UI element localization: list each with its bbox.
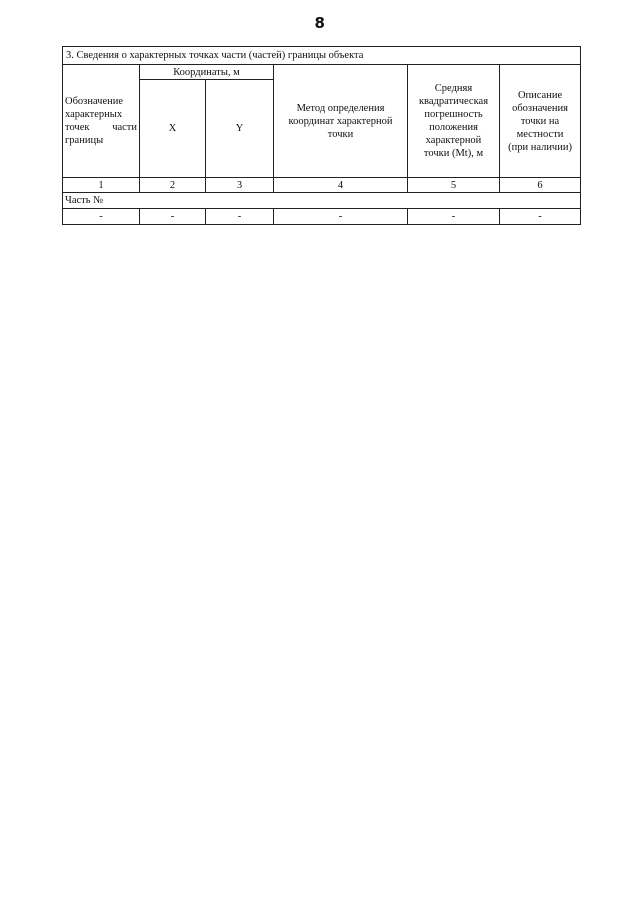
header-method: Метод определения координат характерной точки xyxy=(274,65,408,178)
table-cell: - xyxy=(206,209,274,225)
table-row xyxy=(63,209,581,225)
table-cell: - xyxy=(140,209,206,225)
column-number-row xyxy=(63,178,581,193)
column-number: 2 xyxy=(140,178,206,193)
header-y: Y xyxy=(206,80,274,178)
header-description: Описание обозначения точки на местности (при наличии) xyxy=(500,65,581,178)
table-cell: - xyxy=(274,209,408,225)
table-cell: - xyxy=(500,209,581,225)
section-title: 3. Сведения о характерных точках части (частей) границы объекта xyxy=(63,47,581,65)
table-cell: - xyxy=(408,209,500,225)
column-number: 3 xyxy=(206,178,274,193)
header-mean-error: Средняя квадратическая погрешность положения характерной точки (Mt), м xyxy=(408,65,500,178)
boundary-points-table xyxy=(62,46,581,225)
column-number: 4 xyxy=(274,178,408,193)
column-number: 5 xyxy=(408,178,500,193)
column-number: 6 xyxy=(500,178,581,193)
table-cell: - xyxy=(63,209,140,225)
header-x: X xyxy=(140,80,206,178)
part-label: Часть № xyxy=(63,193,581,209)
page-number: 8 xyxy=(314,14,326,32)
column-number: 1 xyxy=(63,178,140,193)
header-point-designation: Обозначение характерных точек части границы xyxy=(63,65,140,178)
header-coordinates-group: Координаты, м xyxy=(140,65,274,80)
